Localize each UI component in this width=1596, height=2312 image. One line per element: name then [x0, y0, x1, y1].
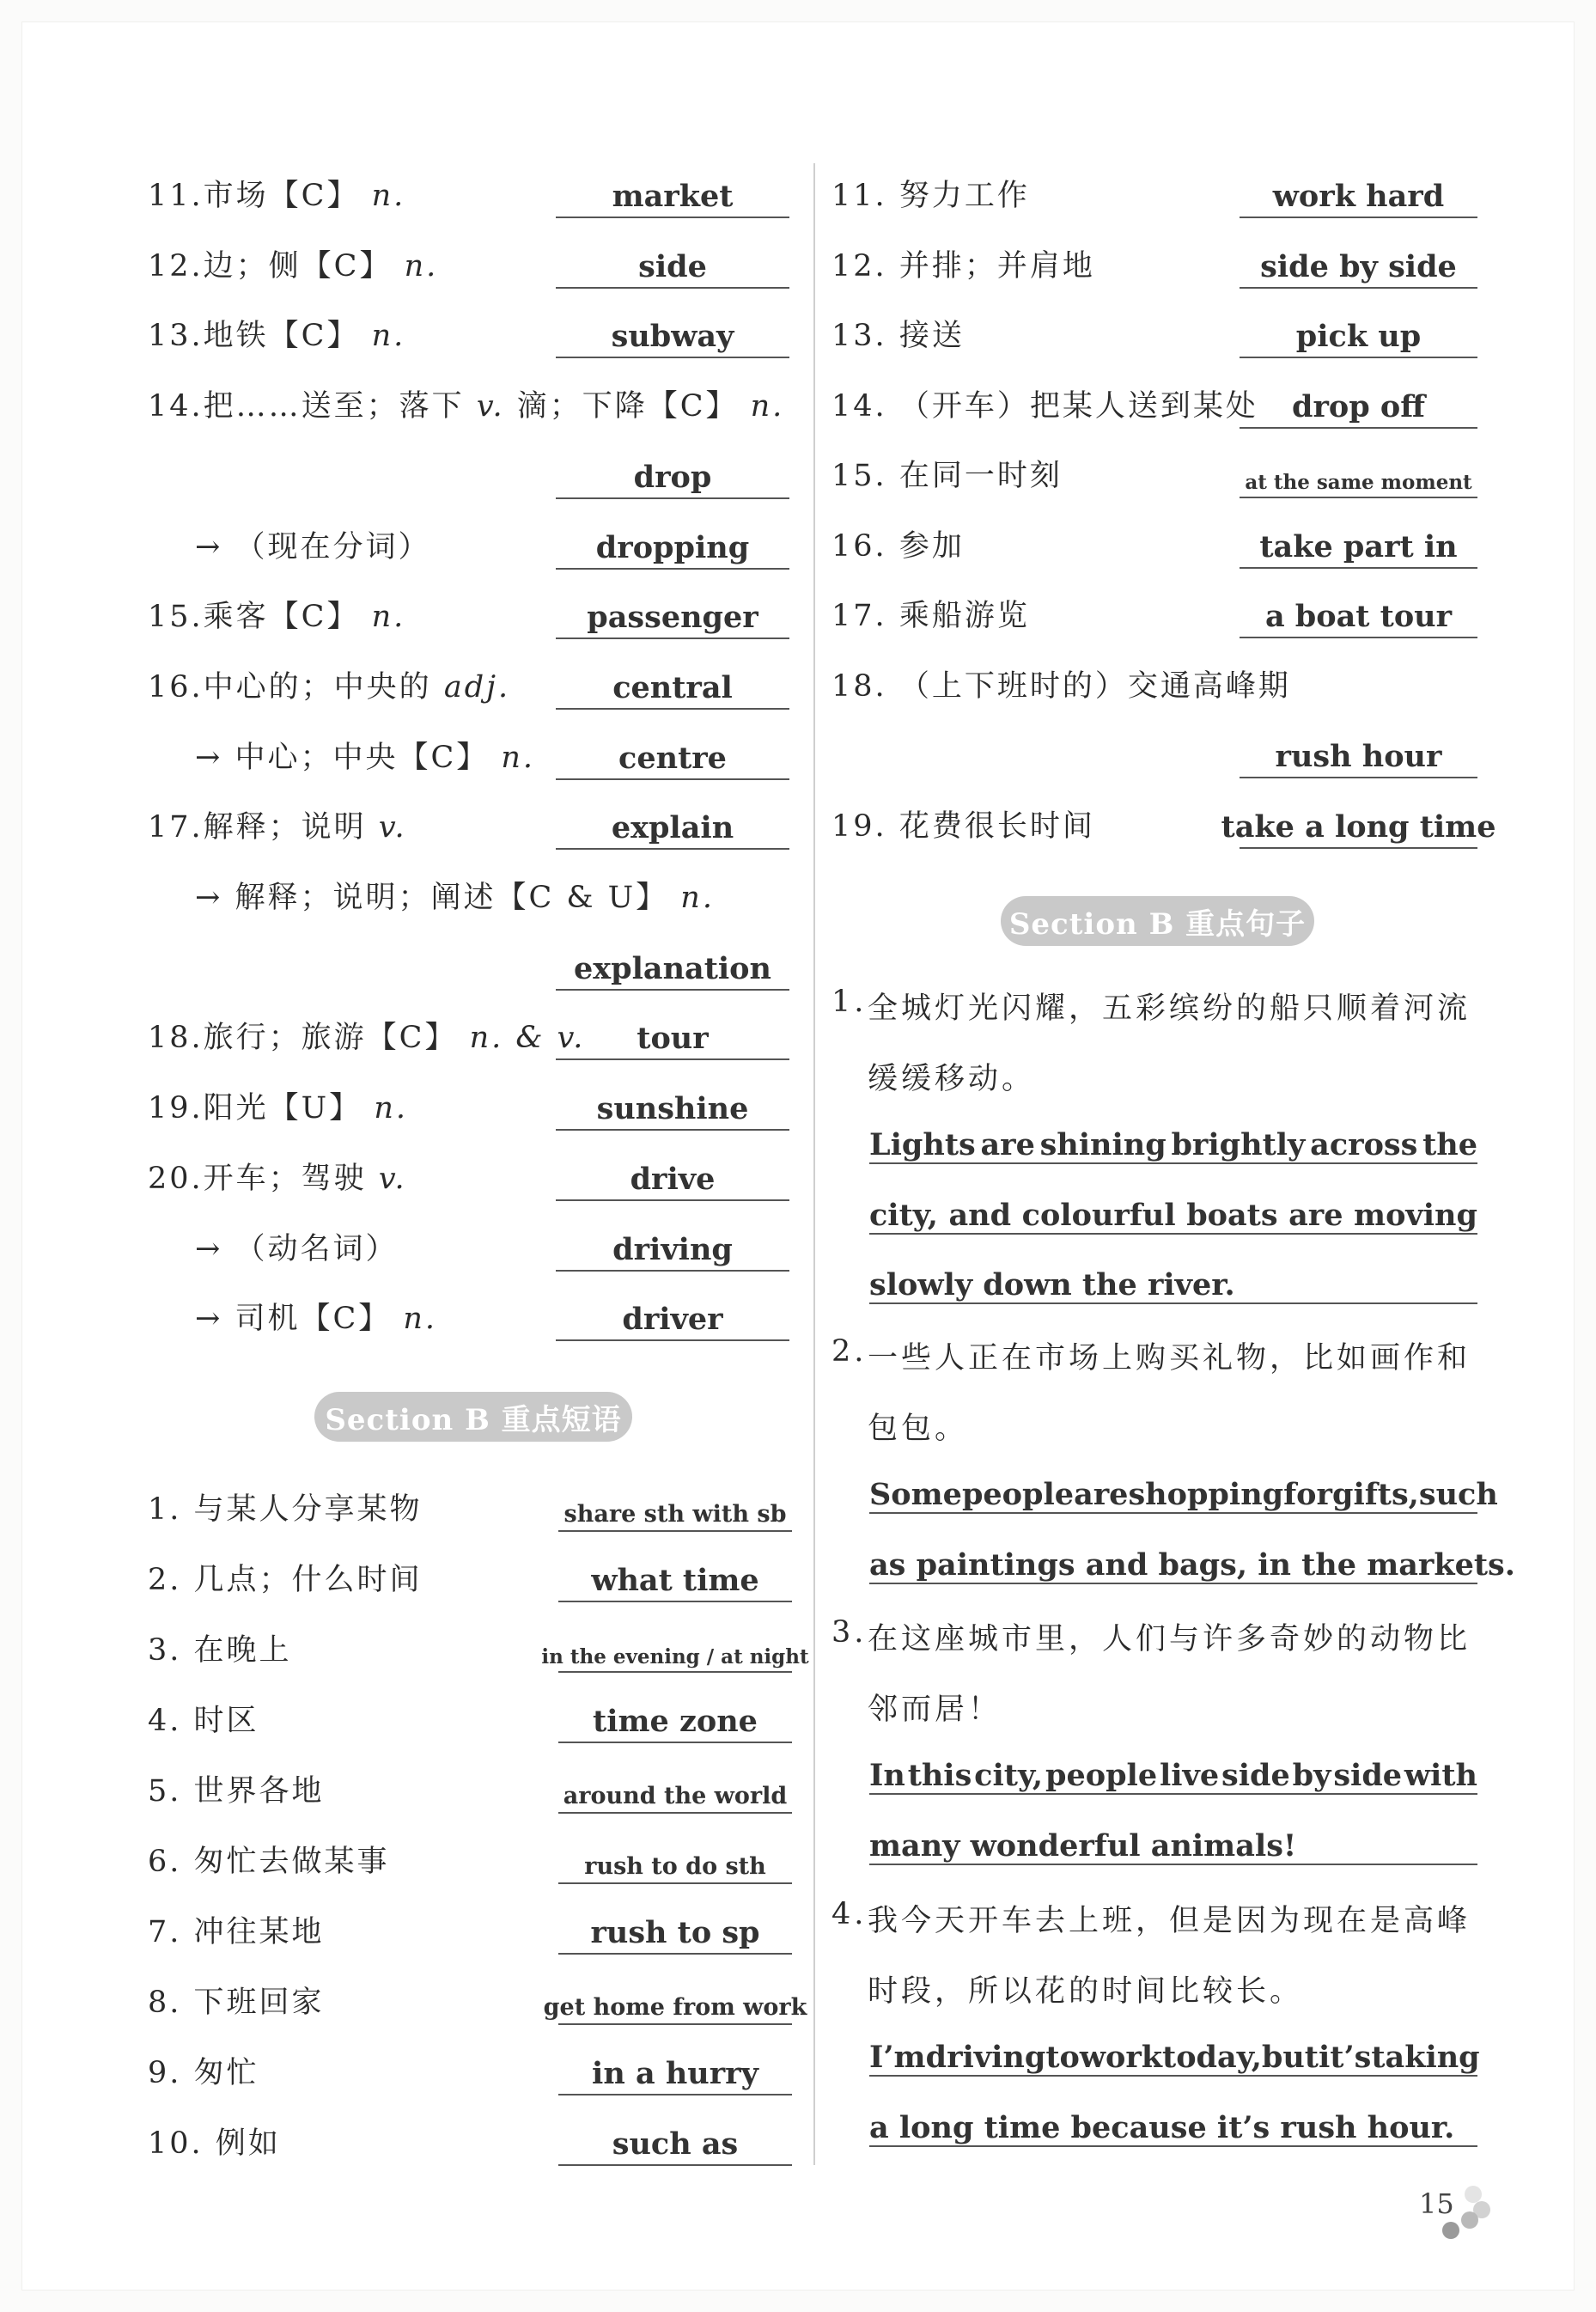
phrase-row — [832, 431, 1484, 502]
vocab-answer: explain — [611, 810, 734, 846]
vocab-meaning: 把……送至；落下 — [203, 389, 465, 424]
vocab-meaning: 乘客【C】 — [203, 600, 360, 635]
vocab-meaning-2: 滴；下降【C】 — [516, 389, 739, 424]
phrase-answer-blank — [1240, 310, 1477, 358]
sentence-number: 3. — [832, 1615, 868, 1650]
phrase-answer-blank — [1240, 730, 1477, 778]
vocab-answer-blank — [556, 1153, 789, 1201]
vocab-number: 15. — [148, 600, 204, 635]
vocab-row — [148, 222, 801, 292]
vocab-chinese — [148, 242, 438, 285]
sentence-chinese-line: 全城灯光闪耀，五彩缤纷的船只顺着河流 — [868, 991, 1471, 1026]
phrase-meaning: 并排；并肩地 — [899, 248, 1095, 284]
vocab-answer: driving — [612, 1231, 733, 1267]
phrase-meaning: 世界各地 — [193, 1774, 325, 1809]
phrase-answer: take part in — [1259, 528, 1458, 564]
vocab-pos: adj. — [443, 669, 511, 705]
vocab-meaning: 司机【C】 — [235, 1302, 392, 1337]
vocab-meaning: （动名词） — [235, 1231, 399, 1266]
phrase-answer-blank — [1240, 170, 1477, 218]
sentence-english-line — [869, 1747, 1477, 1795]
vocab-row — [148, 853, 801, 924]
vocab-row — [148, 291, 801, 362]
vocab-chinese — [195, 1295, 437, 1338]
vocab-number: 12. — [148, 248, 204, 284]
phrase-meaning: 下班回家 — [193, 1986, 325, 2020]
sentence-english-line — [869, 1187, 1477, 1235]
vocab-answer-blank — [556, 451, 789, 499]
vocab-answer-blank — [556, 1223, 789, 1272]
vocab-row — [148, 572, 801, 643]
vocab-answer: passenger — [587, 600, 758, 636]
phrase-answer: such as — [612, 2126, 739, 2162]
vocab-answer-blank — [556, 241, 789, 289]
vocab-answer: dropping — [595, 529, 750, 565]
vocab-number: 16. — [148, 669, 204, 705]
phrase-row — [832, 711, 1484, 782]
phrase-number: 11. — [832, 179, 887, 213]
phrase-row — [148, 1817, 801, 1888]
vocab-row — [148, 503, 801, 573]
phrase-chinese — [832, 172, 1030, 215]
vocab-number: 20. — [148, 1161, 204, 1196]
vocab-chinese — [148, 1014, 585, 1057]
vocab-row — [148, 924, 801, 994]
vocab-answer: drop — [633, 459, 712, 495]
vocab-number: → — [195, 740, 223, 775]
sentence-english-text: In this city, people live side by side with — [869, 1758, 1477, 1793]
phrase-answer-blank — [558, 1906, 792, 1955]
phrase-number: 16. — [832, 528, 887, 564]
phrase-meaning: 与某人分享某物 — [193, 1492, 423, 1527]
phrase-number: 4. — [148, 1704, 182, 1738]
phrase-answer-blank — [1240, 381, 1477, 429]
phrase-chinese — [148, 1626, 292, 1669]
vocab-chinese — [148, 172, 405, 215]
vocab-row — [148, 783, 801, 853]
vocab-number: 14. — [148, 389, 204, 424]
sentence-english-line — [869, 1116, 1477, 1164]
phrase-meaning: 匆忙去做某事 — [193, 1845, 390, 1879]
vocab-pos: n. — [371, 319, 406, 354]
phrase-number: 5. — [148, 1774, 182, 1809]
phrase-answer: at the same moment — [1245, 471, 1472, 494]
vocab-number: → — [195, 1302, 223, 1337]
phrase-number: 3. — [148, 1633, 182, 1668]
phrase-row — [832, 151, 1484, 222]
vocab-answer: explanation — [574, 950, 771, 986]
sentence-english-text: I’m driving to work today, but it’s taking — [869, 2040, 1480, 2075]
vocab-chinese — [148, 803, 407, 846]
vocab-number: → — [195, 529, 223, 564]
vocab-chinese — [148, 382, 784, 425]
vocab-chinese — [195, 874, 715, 917]
sentence-chinese-line: 在这座城市里，人们与许多奇妙的动物比 — [868, 1622, 1471, 1656]
vocab-meaning: 开车；驾驶 — [203, 1161, 367, 1196]
vocab-answer: drive — [630, 1161, 716, 1197]
phrase-chinese — [148, 2049, 259, 2092]
phrase-row — [832, 222, 1484, 292]
phrase-number: 9. — [148, 2056, 182, 2090]
sentence-english-line — [869, 1817, 1477, 1865]
phrase-meaning: 在同一时刻 — [899, 459, 1063, 493]
vocab-pos-2: n. — [750, 389, 785, 424]
phrase-answer: work hard — [1272, 179, 1445, 214]
vocab-pos: v. — [476, 389, 505, 424]
phrase-meaning: 花费很长时间 — [899, 808, 1095, 844]
phrase-row — [832, 502, 1484, 572]
vocab-pos: n. — [680, 881, 715, 915]
phrase-number: 14. — [832, 388, 887, 424]
vocab-meaning: 阳光【U】 — [203, 1091, 362, 1126]
sentence-english-line — [869, 1466, 1498, 1514]
phrase-answer: drop off — [1292, 388, 1425, 424]
vocab-pos: n. — [371, 600, 406, 635]
phrase-answer: pick up — [1295, 319, 1422, 354]
hexagon-dots-icon — [1430, 2182, 1490, 2242]
phrase-chinese — [148, 1697, 259, 1740]
vocab-row — [148, 1274, 801, 1345]
page-number: 15 — [1419, 2187, 1454, 2220]
vocab-pos: n. & v. — [469, 1021, 586, 1056]
phrase-answer: around the world — [563, 1783, 788, 1809]
phrase-answer: time zone — [593, 1704, 758, 1739]
vocab-meaning: 解释；说明；阐述【C & U】 — [235, 881, 669, 915]
phrase-answer: take a long time — [1221, 808, 1496, 845]
phrase-chinese — [832, 452, 1063, 495]
vocab-number: 19. — [148, 1091, 204, 1126]
vocab-row — [148, 993, 801, 1064]
phrase-number: 19. — [832, 808, 887, 844]
vocab-row — [148, 1205, 801, 1275]
phrase-meaning: 时区 — [193, 1704, 259, 1738]
vocab-answer: central — [612, 669, 733, 705]
sentence-english-line — [869, 1256, 1477, 1304]
sentence-english-text: slowly down the river. — [869, 1267, 1235, 1302]
vocab-chinese — [148, 1084, 408, 1127]
vocab-pos: n. — [501, 740, 536, 775]
vocab-number: 11. — [148, 179, 204, 213]
phrase-answer-blank — [543, 1977, 807, 2025]
phrase-meaning: （开车）把某人送到某处 — [899, 388, 1258, 424]
vocab-row — [148, 1134, 801, 1205]
phrase-chinese — [832, 382, 1258, 425]
sentence-number: 1. — [832, 985, 868, 1019]
vocab-answer-blank — [556, 522, 789, 570]
vocab-chinese — [195, 523, 430, 566]
phrase-answer-blank — [558, 1766, 792, 1814]
sentence-chinese-line: 缓缓移动。 — [868, 1061, 1036, 1096]
phrase-row — [832, 291, 1484, 362]
vocab-answer-blank — [556, 732, 789, 780]
phrase-answer: what time — [591, 1563, 759, 1598]
phrase-meaning: 冲往某地 — [193, 1915, 325, 1949]
phrase-meaning: 在晚上 — [193, 1633, 292, 1668]
phrase-number: 1. — [148, 1492, 182, 1527]
vocab-number: → — [195, 881, 223, 915]
phrase-number: 2. — [148, 1563, 182, 1597]
vocab-meaning: 中心；中央【C】 — [235, 740, 490, 775]
phrase-number: 15. — [832, 459, 887, 493]
vocab-answer-blank — [556, 942, 789, 991]
vocab-meaning: 边；侧【C】 — [203, 248, 393, 284]
vocab-chinese — [148, 663, 510, 706]
vocab-row — [148, 713, 801, 784]
phrase-answer: in the evening / at night — [541, 1645, 809, 1668]
vocab-meaning: 市场【C】 — [203, 179, 360, 213]
phrase-answer-blank — [558, 1836, 792, 1884]
sentence-english-text: city, and colourful boats are moving — [869, 1197, 1477, 1233]
vocab-meaning: 中心的；中央的 — [203, 669, 432, 705]
phrase-meaning: 努力工作 — [899, 179, 1030, 213]
phrase-meaning: 参加 — [899, 528, 965, 564]
phrase-number: 17. — [832, 599, 887, 633]
phrase-answer: rush to sp — [590, 1915, 760, 1950]
phrase-meaning: 几点；什么时间 — [193, 1563, 423, 1597]
phrase-row — [148, 1676, 801, 1747]
vocab-row — [148, 643, 801, 713]
vocab-number: → — [195, 1231, 223, 1266]
phrase-meaning: 乘船游览 — [899, 599, 1030, 633]
vocab-meaning: 解释；说明 — [203, 810, 367, 845]
vocab-answer-blank — [556, 802, 789, 850]
vocab-chinese — [148, 312, 405, 355]
phrase-meaning: 接送 — [899, 319, 965, 353]
phrase-number: 18. — [832, 668, 887, 704]
phrase-row — [148, 1606, 809, 1676]
phrase-row — [832, 642, 1484, 712]
phrase-answer-blank — [558, 1484, 792, 1532]
sentence-chinese-line: 时段，所以花的时间比较长。 — [868, 1973, 1304, 2009]
phrase-answer-blank — [558, 1695, 792, 1743]
phrase-number: 10. — [148, 2126, 204, 2161]
vocab-answer-blank — [556, 1293, 789, 1341]
phrase-answer: rush hour — [1275, 739, 1442, 774]
phrase-chinese — [148, 1767, 325, 1810]
vocab-answer: sunshine — [596, 1091, 749, 1127]
vocab-chinese — [195, 1225, 398, 1268]
vocab-pos: n. — [371, 179, 406, 213]
vocab-chinese — [195, 734, 535, 777]
phrase-answer-blank — [1221, 801, 1496, 849]
sentence-english-text: as paintings and bags, in the markets. — [869, 1546, 1515, 1583]
vocab-chinese — [148, 593, 405, 636]
phrase-row — [832, 782, 1496, 852]
vocab-row — [148, 1064, 801, 1134]
vocab-number: 18. — [148, 1021, 204, 1056]
phrase-chinese — [148, 1979, 325, 2022]
vocab-answer: tour — [637, 1021, 709, 1057]
sentence-english-line — [869, 2099, 1477, 2147]
phrase-answer-blank — [541, 1625, 809, 1673]
phrase-answer-blank — [558, 2118, 792, 2166]
phrase-answer-blank — [1240, 521, 1477, 569]
phrase-row — [148, 2099, 801, 2169]
vocab-row — [148, 432, 801, 503]
sentence-english-line — [869, 2028, 1480, 2077]
phrase-chinese — [148, 1908, 325, 1951]
phrase-meaning: （上下班时的）交通高峰期 — [899, 668, 1291, 704]
vocab-answer: driver — [622, 1302, 723, 1338]
sentence-english-text: Some people are shopping for gifts, such — [869, 1477, 1498, 1512]
phrase-answer: a boat tour — [1264, 599, 1453, 634]
phrase-chinese — [832, 312, 965, 355]
phrase-number: 12. — [832, 248, 887, 284]
vocab-answer: subway — [611, 319, 734, 355]
phrase-row — [832, 362, 1484, 432]
column-divider — [813, 163, 815, 2165]
vocab-answer: centre — [618, 740, 727, 776]
phrase-row — [148, 2028, 801, 2099]
phrase-answer: rush to do sth — [584, 1853, 766, 1880]
vocab-answer: market — [612, 179, 734, 214]
phrase-number: 8. — [148, 1986, 182, 2020]
phrase-chinese — [148, 2120, 281, 2163]
vocab-meaning: （现在分词） — [235, 529, 431, 564]
vocab-answer-blank — [556, 662, 789, 710]
phrase-meaning: 例如 — [215, 2126, 281, 2161]
phrase-row — [148, 1888, 801, 1958]
phrase-chinese — [832, 662, 1291, 705]
sentence-english-line — [869, 1536, 1515, 1584]
phrase-answer-blank — [558, 2047, 792, 2095]
vocab-pos: n. — [374, 1091, 408, 1126]
phrase-meaning: 匆忙 — [193, 2056, 259, 2090]
vocab-answer: side — [638, 248, 707, 284]
phrase-chinese — [832, 802, 1095, 845]
vocab-pos: v. — [378, 810, 407, 845]
vocab-number: 13. — [148, 319, 204, 354]
phrase-answer: get home from work — [543, 1994, 807, 2021]
phrase-row — [832, 571, 1484, 642]
sentence-chinese-line: 一些人正在市场上购买礼物，比如画作和 — [868, 1341, 1471, 1376]
phrase-chinese — [832, 522, 965, 565]
sentence-number: 2. — [832, 1334, 868, 1369]
phrase-answer-blank — [1240, 450, 1477, 498]
sentence-english-text: many wonderful animals! — [869, 1827, 1297, 1864]
sentence-chinese-line: 包包。 — [868, 1411, 969, 1446]
phrase-answer: side by side — [1260, 248, 1457, 284]
phrase-row — [148, 1747, 801, 1817]
vocab-number: 17. — [148, 810, 204, 845]
phrase-chinese — [148, 1485, 423, 1528]
sentence-chinese-line: 邻而居！ — [868, 1692, 1002, 1727]
vocab-meaning: 地铁【C】 — [203, 319, 360, 354]
vocab-answer-blank — [556, 1083, 789, 1131]
phrase-answer: share sth with sb — [563, 1501, 787, 1528]
vocab-meaning: 旅行；旅游【C】 — [203, 1021, 458, 1056]
vocab-chinese — [148, 1155, 407, 1198]
vocab-answer-blank — [556, 310, 789, 358]
section-b-sentences-badge: Section B 重点句子 — [1001, 896, 1314, 946]
phrase-answer-blank — [1240, 241, 1477, 289]
vocab-pos: n. — [404, 248, 439, 284]
vocab-pos: n. — [403, 1302, 438, 1337]
vocab-pos: v. — [378, 1161, 407, 1196]
phrase-answer-blank — [1240, 590, 1477, 638]
sentence-english-text: Lights are shining brightly across the — [869, 1127, 1477, 1162]
sentence-chinese-line: 我今天开车去上班，但是因为现在是高峰 — [868, 1904, 1471, 1938]
vocab-row — [148, 362, 801, 432]
section-b-phrases-badge: Section B 重点短语 — [314, 1392, 632, 1442]
phrase-chinese — [832, 592, 1030, 635]
phrase-number: 6. — [148, 1845, 182, 1879]
phrase-row — [148, 1958, 807, 2028]
vocab-answer-blank — [556, 591, 789, 639]
phrase-chinese — [832, 242, 1095, 285]
sentence-english-text: a long time because it’s rush hour. — [869, 2109, 1455, 2145]
phrase-number: 13. — [832, 319, 887, 353]
phrase-chinese — [148, 1556, 423, 1599]
phrase-answer: in a hurry — [592, 2056, 758, 2091]
sentence-number: 4. — [832, 1897, 868, 1931]
vocab-row — [148, 151, 801, 222]
phrase-row — [148, 1465, 801, 1535]
vocab-answer-blank — [556, 1012, 789, 1060]
vocab-answer-blank — [556, 170, 789, 218]
phrase-chinese — [148, 1838, 390, 1881]
phrase-number: 7. — [148, 1915, 182, 1949]
phrase-answer-blank — [558, 1554, 792, 1602]
phrase-row — [148, 1535, 801, 1606]
